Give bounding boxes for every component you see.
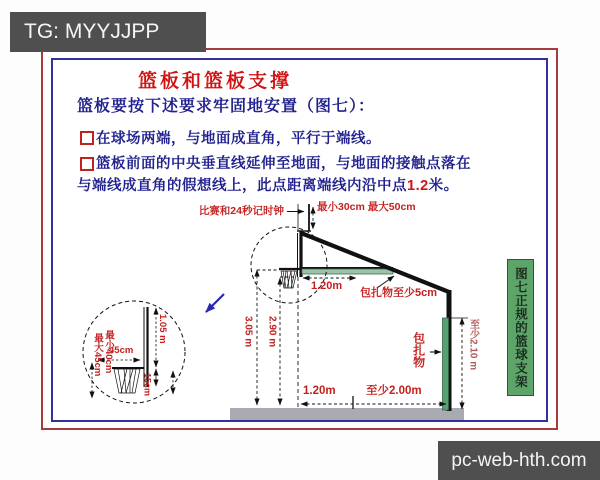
label-net-max: 最大45cm	[91, 333, 103, 377]
label-base-min-distance: 至少2.00m	[366, 385, 422, 397]
label-pole-padding-height: 至少2.10 m	[467, 319, 479, 371]
bullet-2-highlight: 1.2	[407, 178, 429, 194]
watermark-top-left: TG: MYYJJPP	[10, 12, 206, 52]
figure-caption-box	[507, 259, 534, 396]
bullet-2-line1: 篮板前面的中央垂直线延伸至地面，与地面的接触点落在	[96, 156, 471, 172]
dimension-lines	[257, 207, 462, 409]
support-structure	[279, 201, 449, 411]
bullet-square-1	[80, 131, 94, 145]
intro-text: 篮板要按下述要求牢固地安置（图七）：	[77, 98, 376, 115]
bullet-2-line2-post: 米。	[428, 178, 459, 194]
bullet-2-line2-pre: 与端线成直角的假想线上，此点距离端线内沿中点	[77, 178, 407, 194]
label-arm-padding-dim: 1.20m	[311, 280, 343, 292]
bullet-1-text: 在球场两端，与地面成直角，平行于端线。	[96, 131, 381, 147]
figure-caption-text: 图七正规的篮球支架	[513, 266, 528, 389]
bullet-square-2	[80, 157, 94, 171]
callout-arrow	[206, 294, 224, 312]
dimension-ticks	[287, 212, 468, 410]
basket-net	[281, 271, 297, 288]
label-base-distance: 1.20m	[303, 385, 336, 397]
label-bracket-range: 最小30cm 最大50cm	[317, 201, 416, 213]
detail-net	[114, 369, 140, 393]
label-arm-padding: 包扎物至少5cm	[360, 287, 438, 299]
label-board-bottom-height: 2.90 m	[266, 316, 278, 348]
bullet-2-line2	[77, 174, 459, 195]
ground	[230, 408, 464, 420]
label-ring-offset: 15cm	[142, 373, 153, 397]
label-net-min: 最小40cm	[102, 330, 114, 374]
page-title: 篮板和篮板支撑	[137, 71, 292, 92]
watermark-bottom-right: pc-web-hth.com	[438, 441, 600, 480]
label-ring-diameter: 45cm	[109, 345, 134, 356]
label-board-height: 1.05 m	[156, 314, 168, 344]
label-rim-height: 3.05 m	[242, 316, 254, 348]
label-pole-padding: 包扎物	[411, 332, 426, 368]
label-clock: 比赛和24秒记时钟	[198, 205, 284, 217]
